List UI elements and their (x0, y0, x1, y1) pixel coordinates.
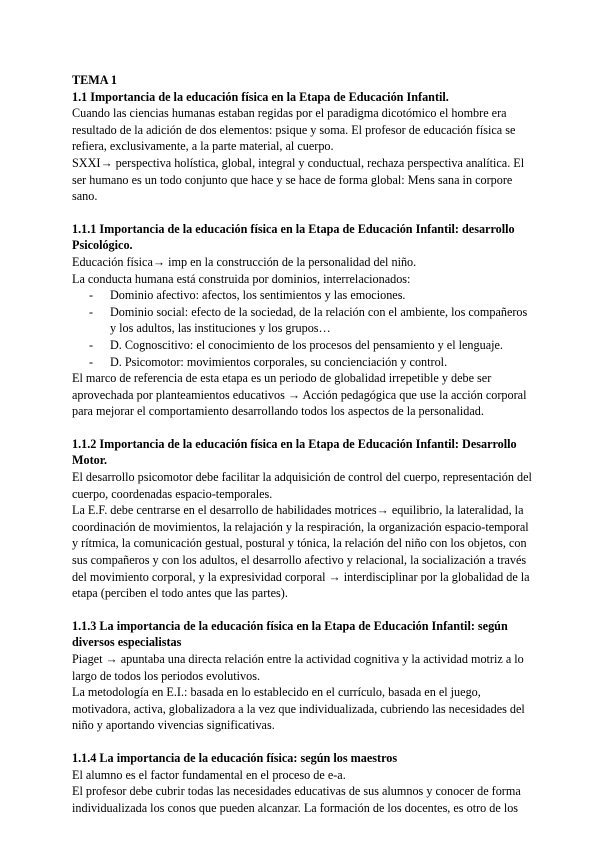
section-4-paragraph-1: Piaget → apuntaba una directa relación entre la actividad cognitiva y la actividad motriz a lo largo de todos los periodos evolutivos. (72, 652, 524, 683)
section-2-heading: 1.1.1 Importancia de la educación física en la Etapa de Educación Infantil: desarrollo Psicológico. (72, 221, 515, 253)
section-5-paragraph-1: El alumno es el factor fundamental en el proceso de e-a. (72, 767, 346, 782)
section-3-paragraph-2: La E.F. debe centrarse en el desarrollo de habilidades motrices→ equilibrio, la lateralidad, la coordinación de movimientos, la relajación y la respiración, la organización espacio-temporal y rítmica, la comunicación gestual, postural y tónica, la relación del niño con los objetos, con sus compañeros y con los adultos, el desarrollo afectivo y relacional, la socialización a través del movimiento corporal, y la expresividad corporal → interdisciplinar por la globalidad de la etapa (perciben el todo antes que las partes). (72, 503, 530, 601)
spacer (72, 602, 532, 618)
section-1-paragraph-2: SXXI→ perspectiva holística, global, integral y conductual, rechaza perspectiva analítica. El ser humano es un todo conjunto que hace y se hace de forma global: Mens sana in corpore sano. (72, 155, 525, 204)
section-3-paragraph-1: El desarrollo psicomotor debe facilitar la adquisición de control del cuerpo, representación del cuerpo, coordenadas espacio-temporales. (72, 470, 532, 501)
spacer (72, 734, 532, 750)
list-item: - D. Cognoscitivo: el conocimiento de los procesos del pensamiento y el lenguaje. (89, 337, 532, 354)
section-2-paragraph-2: La conducta humana está construida por dominios, interrelacionados: (72, 271, 411, 286)
section-4-paragraph-2: La metodología en E.I.: basada en lo establecido en el currículo, basada en el juego, motivadora, activa, globalizadora a la vez que individualizada, cubriendo las necesidades del niño y aportando vivencias significativas. (72, 685, 525, 733)
document-title: TEMA 1 (72, 73, 118, 87)
list-item: - Dominio social: efecto de la sociedad, de la relación con el ambiente, los compañeros y los adultos, las instituciones y los grupos… (89, 304, 532, 337)
section-1-paragraph-1: Cuando las ciencias humanas estaban regidas por el paradigma dicotómico el hombre era resultado de la adición de dos elementos: psique y soma. El profesor de educación física se refiera, exclusivamente, a la parte material, al cuerpo. (72, 106, 516, 154)
section-2-paragraph-1: Educación física→ imp en la construcción de la personalidad del niño. (72, 254, 417, 269)
section-3-heading: 1.1.2 Importancia de la educación física en la Etapa de Educación Infantil: Desarrollo Motor. (72, 436, 517, 468)
section-5-heading: 1.1.4 La importancia de la educación física: según los maestros (72, 750, 398, 765)
list-item: - D. Psicomotor: movimientos corporales, su concienciación y control. (89, 354, 532, 371)
section-5-paragraph-2: El profesor debe cubrir todas las necesidades educativas de sus alumnos y conocer de forma individualizada los conos que pueden alcanzar. La formación de los docentes, es otro de los (72, 784, 521, 815)
spacer (72, 420, 532, 436)
section-1-heading: 1.1 Importancia de la educación física en la Etapa de Educación Infantil. (72, 89, 449, 104)
section-4-heading: 1.1.3 La importancia de la educación física en la Etapa de Educación Infantil: según diversos especialistas (72, 618, 508, 650)
domain-list (72, 287, 532, 370)
list-item: - Dominio afectivo: afectos, los sentimientos y las emociones. (89, 287, 532, 304)
section-2-paragraph-3: El marco de referencia de esta etapa es un periodo de globalidad irrepetible y debe ser aprovechada por planteamientos educativos → Acción pedagógica que use la acción corporal para mejorar el comportamiento desarrollando todos los aspectos de la personalidad. (72, 371, 527, 419)
spacer (72, 205, 532, 221)
